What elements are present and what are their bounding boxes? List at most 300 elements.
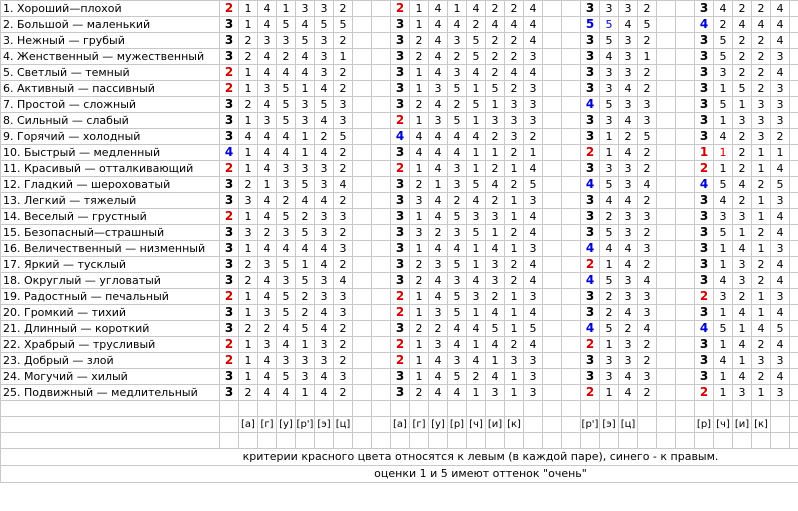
rating-cell: 1	[600, 385, 619, 401]
rating-cell: 5	[448, 369, 467, 385]
rating-cell: 2	[505, 337, 524, 353]
spacer-row	[1, 401, 798, 417]
rating-cell: 3	[524, 369, 543, 385]
sound-header-cell: [р']	[581, 417, 600, 433]
empty-cell	[391, 433, 410, 449]
rating-cell: 1	[714, 369, 733, 385]
rating-cell: 1	[638, 49, 657, 65]
table-row	[1, 33, 798, 49]
rating-cell: 2	[752, 49, 771, 65]
rating-cell: 3	[752, 113, 771, 129]
rating-cell: 2	[334, 353, 353, 369]
table-row	[1, 289, 798, 305]
rating-cell: 3	[315, 161, 334, 177]
rating-cell: 4	[429, 273, 448, 289]
empty-cell	[239, 401, 258, 417]
row-label: 13. Легкий — тяжелый	[1, 193, 220, 209]
rating-cell: 4	[258, 385, 277, 401]
rating-cell: 3	[220, 225, 239, 241]
rating-cell: 2	[239, 33, 258, 49]
rating-cell: 3	[239, 225, 258, 241]
rating-cell	[562, 161, 581, 177]
rating-cell: 4	[258, 17, 277, 33]
rating-cell: 4	[258, 65, 277, 81]
rating-cell: 2	[277, 193, 296, 209]
rating-cell: 2	[410, 385, 429, 401]
rating-cell	[562, 337, 581, 353]
rating-cell: 4	[486, 241, 505, 257]
rating-cell: 4	[277, 321, 296, 337]
table-row	[1, 65, 798, 81]
rating-cell: 5	[448, 113, 467, 129]
rating-cell: 2	[638, 193, 657, 209]
rating-cell: 2	[581, 145, 600, 161]
rating-cell: 5	[296, 321, 315, 337]
rating-cell: 4	[733, 241, 752, 257]
table-row	[1, 81, 798, 97]
rating-cell: 1	[467, 161, 486, 177]
rating-cell: 3	[258, 305, 277, 321]
rating-cell: 5	[448, 209, 467, 225]
row-label: 21. Длинный — короткий	[1, 321, 220, 337]
rating-cell: 1	[600, 145, 619, 161]
rating-cell	[372, 305, 391, 321]
rating-cell: 2	[486, 65, 505, 81]
rating-cell: 3	[771, 113, 790, 129]
rating-cell: 4	[524, 65, 543, 81]
rating-cell: 4	[524, 161, 543, 177]
spacer-row	[1, 433, 798, 449]
rating-cell: 3	[695, 353, 714, 369]
row-label: 15. Безопасный—страшный	[1, 225, 220, 241]
rating-cell	[353, 65, 372, 81]
rating-cell	[657, 17, 676, 33]
rating-cell: 2	[695, 385, 714, 401]
empty-cell	[771, 401, 790, 417]
rating-cell	[543, 33, 562, 49]
rating-cell: 1	[296, 385, 315, 401]
rating-cell: 3	[695, 81, 714, 97]
rating-cell	[562, 193, 581, 209]
rating-cell: 3	[315, 1, 334, 17]
rating-cell: 3	[581, 129, 600, 145]
rating-cell: 1	[239, 17, 258, 33]
table-row	[1, 353, 798, 369]
rating-cell: 4	[524, 17, 543, 33]
rating-cell: 4	[619, 257, 638, 273]
empty-cell	[486, 433, 505, 449]
rating-cell: 2	[486, 193, 505, 209]
rating-cell	[353, 1, 372, 17]
rating-cell: 3	[733, 273, 752, 289]
rating-cell: 4	[733, 17, 752, 33]
rating-cell: 4	[277, 65, 296, 81]
rating-cell: 5	[277, 209, 296, 225]
rating-cell	[657, 209, 676, 225]
rating-cell: 5	[467, 33, 486, 49]
rating-cell: 2	[733, 193, 752, 209]
rating-cell: 3	[315, 225, 334, 241]
rating-cell: 3	[220, 129, 239, 145]
sound-header-cell: [а]	[239, 417, 258, 433]
rating-cell: 5	[714, 177, 733, 193]
rating-cell: 1	[505, 305, 524, 321]
rating-cell: 2	[771, 129, 790, 145]
rating-cell: 3	[429, 305, 448, 321]
rating-cell	[562, 321, 581, 337]
sound-header-cell: [и]	[733, 417, 752, 433]
empty-cell	[505, 433, 524, 449]
rating-cell: 5	[600, 177, 619, 193]
rating-cell: 2	[220, 209, 239, 225]
rating-cell: 3	[581, 193, 600, 209]
rating-cell: 3	[258, 33, 277, 49]
row-label: 5. Светлый — темный	[1, 65, 220, 81]
empty-cell	[334, 433, 353, 449]
rating-cell: 3	[315, 49, 334, 65]
rating-cell: 3	[410, 193, 429, 209]
rating-cell: 4	[771, 161, 790, 177]
rating-cell: 3	[391, 225, 410, 241]
row-label: 11. Красивый — отталкивающий	[1, 161, 220, 177]
rating-cell: 3	[334, 209, 353, 225]
rating-cell	[353, 337, 372, 353]
rating-cell: 3	[581, 1, 600, 17]
rating-cell	[676, 17, 695, 33]
rating-cell: 2	[277, 49, 296, 65]
rating-cell: 2	[296, 209, 315, 225]
row-label: 3. Нежный — грубый	[1, 33, 220, 49]
sound-header-cell	[543, 417, 562, 433]
rating-cell: 2	[733, 1, 752, 17]
rating-cell: 3	[695, 65, 714, 81]
rating-cell: 2	[334, 337, 353, 353]
rating-cell: 3	[315, 209, 334, 225]
rating-cell: 1	[258, 177, 277, 193]
rating-cell: 3	[239, 193, 258, 209]
row-label: 24. Могучий — хилый	[1, 369, 220, 385]
rating-cell: 4	[467, 273, 486, 289]
rating-cell: 4	[524, 1, 543, 17]
rating-cell: 3	[714, 289, 733, 305]
rating-cell: 1	[410, 161, 429, 177]
row-label: 18. Округлый — угловатый	[1, 273, 220, 289]
rating-cell: 1	[505, 161, 524, 177]
rating-cell: 2	[410, 273, 429, 289]
rating-cell: 3	[524, 81, 543, 97]
rating-cell: 1	[505, 321, 524, 337]
rating-cell	[543, 321, 562, 337]
rating-cell: 1	[410, 241, 429, 257]
table-row	[1, 17, 798, 33]
rating-cell: 4	[771, 305, 790, 321]
rating-cell	[790, 49, 798, 65]
rating-cell: 4	[277, 337, 296, 353]
empty-cell	[676, 433, 695, 449]
rating-cell: 4	[467, 1, 486, 17]
empty-cell	[258, 433, 277, 449]
rating-cell: 3	[315, 33, 334, 49]
rating-cell	[372, 321, 391, 337]
rating-cell: 2	[505, 145, 524, 161]
rating-cell: 3	[600, 1, 619, 17]
rating-cell: 4	[258, 193, 277, 209]
rating-cell: 3	[638, 289, 657, 305]
rating-cell: 3	[486, 257, 505, 273]
empty-cell	[372, 401, 391, 417]
rating-cell: 2	[752, 81, 771, 97]
rating-cell	[372, 353, 391, 369]
rating-cell: 4	[429, 209, 448, 225]
rating-cell: 4	[771, 369, 790, 385]
rating-cell: 4	[429, 369, 448, 385]
rating-cell: 2	[410, 257, 429, 273]
rating-cell: 3	[619, 209, 638, 225]
rating-cell	[790, 209, 798, 225]
row-label: 8. Сильный — слабый	[1, 113, 220, 129]
rating-cell	[676, 113, 695, 129]
rating-cell: 1	[695, 145, 714, 161]
rating-cell	[372, 289, 391, 305]
rating-cell	[676, 65, 695, 81]
rating-cell: 3	[581, 305, 600, 321]
rating-cell: 4	[429, 129, 448, 145]
rating-cell: 4	[505, 65, 524, 81]
rating-cell	[562, 113, 581, 129]
rating-cell	[676, 209, 695, 225]
rating-cell	[790, 113, 798, 129]
rating-cell	[790, 177, 798, 193]
rating-cell	[657, 1, 676, 17]
rating-cell: 3	[581, 65, 600, 81]
rating-cell: 1	[296, 145, 315, 161]
rating-cell: 4	[638, 273, 657, 289]
empty-cell	[619, 401, 638, 417]
empty-cell	[657, 401, 676, 417]
rating-cell: 4	[258, 161, 277, 177]
empty-cell	[448, 401, 467, 417]
rating-cell: 1	[714, 241, 733, 257]
rating-cell: 4	[600, 193, 619, 209]
rating-cell: 2	[486, 289, 505, 305]
empty-cell	[581, 401, 600, 417]
rating-cell: 5	[296, 33, 315, 49]
rating-cell: 3	[600, 353, 619, 369]
rating-cell: 2	[733, 161, 752, 177]
rating-cell: 4	[524, 257, 543, 273]
rating-cell: 5	[277, 17, 296, 33]
rating-cell: 4	[277, 385, 296, 401]
rating-cell: 2	[429, 225, 448, 241]
table-row	[1, 241, 798, 257]
rating-cell	[372, 81, 391, 97]
empty-cell	[334, 401, 353, 417]
rating-cell: 4	[429, 33, 448, 49]
row-label: 25. Подвижный — медлительный	[1, 385, 220, 401]
rating-cell: 3	[486, 113, 505, 129]
rating-cell: 3	[619, 353, 638, 369]
rating-cell: 2	[695, 289, 714, 305]
rating-cell: 3	[448, 353, 467, 369]
empty-cell	[752, 433, 771, 449]
sound-header-cell	[657, 417, 676, 433]
rating-cell: 4	[524, 225, 543, 241]
rating-cell: 4	[486, 305, 505, 321]
rating-cell: 4	[448, 129, 467, 145]
rating-cell: 1	[239, 369, 258, 385]
rating-cell: 2	[638, 337, 657, 353]
rating-cell: 3	[581, 209, 600, 225]
row-label: 2. Большой — маленький	[1, 17, 220, 33]
empty-cell	[372, 433, 391, 449]
rating-cell: 2	[334, 161, 353, 177]
table-row	[1, 161, 798, 177]
note-row	[1, 466, 798, 483]
rating-cell: 3	[277, 177, 296, 193]
rating-cell: 2	[581, 337, 600, 353]
rating-cell	[790, 17, 798, 33]
rating-cell: 4	[258, 369, 277, 385]
table-row	[1, 49, 798, 65]
rating-cell: 2	[220, 65, 239, 81]
empty-cell	[258, 401, 277, 417]
rating-cell: 3	[505, 129, 524, 145]
rating-cell	[790, 161, 798, 177]
rating-cell: 3	[220, 97, 239, 113]
rating-cell: 4	[581, 241, 600, 257]
rating-cell: 5	[524, 177, 543, 193]
rating-cell: 4	[524, 209, 543, 225]
rating-cell: 3	[524, 289, 543, 305]
rating-cell: 2	[467, 369, 486, 385]
rating-cell: 1	[714, 113, 733, 129]
rating-cell: 3	[638, 209, 657, 225]
rating-cell: 3	[581, 113, 600, 129]
rating-cell	[657, 97, 676, 113]
rating-cell: 5	[638, 17, 657, 33]
rating-cell: 2	[486, 49, 505, 65]
rating-cell: 2	[505, 81, 524, 97]
rating-cell: 3	[619, 337, 638, 353]
rating-cell	[543, 225, 562, 241]
rating-cell: 4	[258, 129, 277, 145]
rating-cell: 4	[619, 369, 638, 385]
rating-cell: 3	[277, 225, 296, 241]
rating-cell: 4	[619, 81, 638, 97]
rating-cell	[657, 81, 676, 97]
rating-cell	[676, 1, 695, 17]
rating-cell: 4	[429, 17, 448, 33]
rating-cell: 1	[410, 289, 429, 305]
rating-cell: 2	[334, 321, 353, 337]
rating-cell: 3	[619, 65, 638, 81]
rating-cell: 2	[334, 193, 353, 209]
rating-cell: 1	[752, 193, 771, 209]
rating-cell	[372, 193, 391, 209]
rating-cell	[657, 305, 676, 321]
rating-cell: 3	[277, 161, 296, 177]
rating-cell: 3	[220, 33, 239, 49]
rating-cell	[657, 193, 676, 209]
rating-cell: 5	[277, 257, 296, 273]
rating-cell	[790, 65, 798, 81]
rating-cell: 1	[714, 81, 733, 97]
empty-cell	[391, 401, 410, 417]
rating-cell: 4	[714, 193, 733, 209]
rating-cell: 3	[619, 289, 638, 305]
rating-cell: 3	[771, 385, 790, 401]
rating-cell	[657, 321, 676, 337]
table-row	[1, 209, 798, 225]
rating-cell: 2	[296, 305, 315, 321]
rating-cell: 3	[391, 385, 410, 401]
rating-cell: 3	[296, 161, 315, 177]
empty-cell	[790, 433, 798, 449]
rating-cell: 4	[410, 145, 429, 161]
rating-cell: 3	[220, 257, 239, 273]
rating-cell	[372, 33, 391, 49]
rating-cell: 3	[258, 81, 277, 97]
rating-cell: 1	[467, 241, 486, 257]
rating-cell: 1	[752, 385, 771, 401]
sound-header-cell	[220, 417, 239, 433]
rating-cell: 2	[220, 353, 239, 369]
rating-cell: 2	[638, 257, 657, 273]
table-row	[1, 225, 798, 241]
rating-cell	[562, 33, 581, 49]
sound-header-cell	[771, 417, 790, 433]
rating-cell: 4	[429, 1, 448, 17]
sound-header-cell	[790, 417, 798, 433]
empty-cell	[638, 401, 657, 417]
rating-cell: 1	[467, 81, 486, 97]
rating-cell: 1	[752, 161, 771, 177]
rating-cell: 4	[467, 129, 486, 145]
rating-cell: 3	[220, 49, 239, 65]
rating-cell: 1	[600, 257, 619, 273]
rating-cell: 5	[448, 289, 467, 305]
rating-cell: 3	[334, 305, 353, 321]
sound-header-cell: [г]	[410, 417, 429, 433]
rating-cell	[353, 177, 372, 193]
rating-cell: 2	[334, 385, 353, 401]
rating-cell: 3	[619, 161, 638, 177]
rating-cell: 3	[600, 65, 619, 81]
empty-cell	[524, 433, 543, 449]
rating-cell: 2	[638, 33, 657, 49]
rating-cell: 3	[638, 113, 657, 129]
rating-cell: 3	[220, 273, 239, 289]
rating-cell: 4	[771, 209, 790, 225]
rating-cell: 4	[315, 145, 334, 161]
rating-cell: 2	[752, 257, 771, 273]
rating-cell: 1	[733, 353, 752, 369]
rating-cell: 3	[695, 209, 714, 225]
rating-cell: 4	[581, 177, 600, 193]
rating-cell	[676, 225, 695, 241]
rating-cell: 5	[714, 321, 733, 337]
rating-cell: 4	[315, 321, 334, 337]
rating-cell: 5	[600, 17, 619, 33]
rating-cell: 3	[334, 97, 353, 113]
rating-cell	[790, 337, 798, 353]
legend-note: оценки 1 и 5 имеют оттенок "очень"	[1, 466, 798, 483]
table-row	[1, 177, 798, 193]
rating-cell: 3	[467, 289, 486, 305]
rating-cell	[790, 241, 798, 257]
rating-cell: 1	[410, 65, 429, 81]
rating-cell	[676, 385, 695, 401]
